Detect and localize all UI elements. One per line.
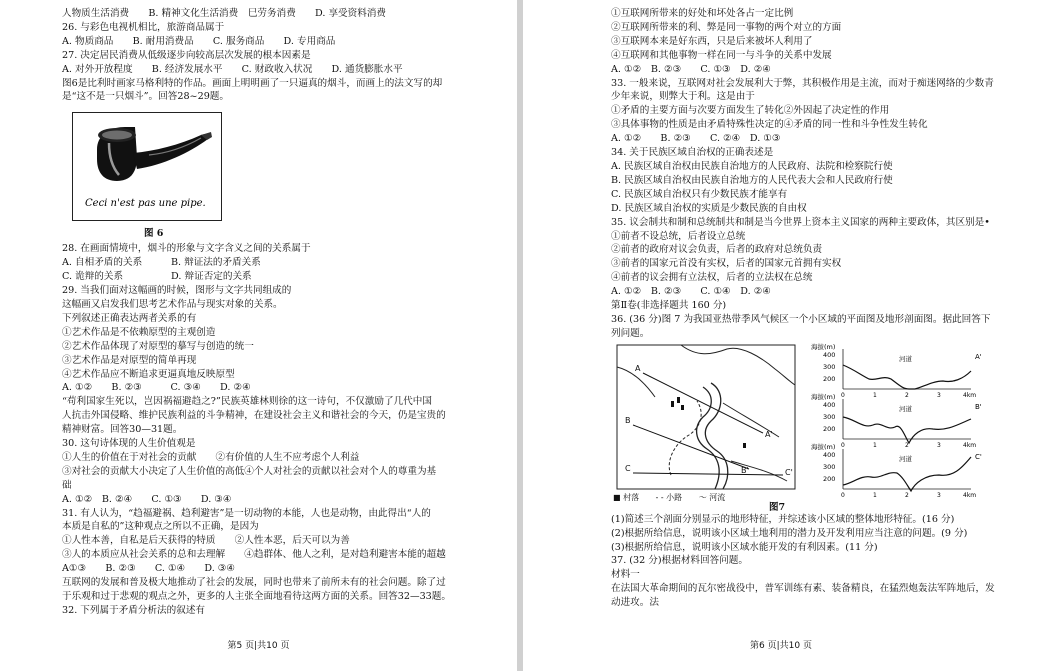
text-line: ①艺术作品是不依赖原型的主观创造 (62, 326, 216, 338)
profile-xtick: 3 (937, 441, 941, 449)
text-line: 29. 当我们面对这幅画的时候，图形与文字共同组成的 (62, 285, 292, 297)
text-line: A. 物质商品 B. 耐用消费品 C. 服务商品 D. 专用商品 (62, 35, 336, 47)
map-label-b-prime: B' (741, 465, 749, 475)
legend-river: ～ 河流 (698, 492, 726, 502)
text-line: ③具体事物的性质是由矛盾特殊性决定的④矛盾的同一性和斗争性发生转化 (611, 119, 928, 131)
profile-ylabel: 海拔(m) (811, 392, 836, 401)
text-line: ①人生的价值在于对社会的贡献 ②有价值的人生不应考虑个人利益 (62, 451, 360, 463)
text-line: 人物质生活消费 B. 精神文化生活消费 巳劳务消费 D. 享受资料消费 (62, 8, 387, 19)
profile-ytick: 200 (823, 374, 836, 383)
text-line: 34. 关于民族区域自治权的正确表述是 (611, 147, 774, 159)
text-line: ③前者的国家元首没有实权，后者的国家元首拥有实权 (611, 258, 842, 270)
figure-7-caption: 图7 (769, 501, 786, 513)
profile-xtick: 3 (937, 391, 941, 399)
text-line: 33. 一般来说，互联网对社会发展利大于弊，其积极作用是主流，而对于痴迷网络的少数青 (611, 77, 994, 89)
right-text-block-a (611, 7, 1009, 299)
map-label-c-prime: C' (785, 467, 793, 477)
text-line: 27. 决定居民消费从低级逐步向较高层次发展的根本因素是 (62, 49, 311, 61)
profile-xtick: 2 (905, 391, 909, 399)
text-line: A. 对外开放程度 B. 经济发展水平 C. 财政收入状况 D. 通货膨胀水平 (62, 63, 403, 75)
profile-ytick: 200 (823, 474, 836, 483)
text-line: 图6是比利时画家马格利特的作品。画面上明明画了一只逼真的烟斗，而画上的法文写的却 (62, 77, 443, 89)
text-line: ②艺术作品体现了对原型的摹写与创造的统一 (62, 340, 254, 352)
figure-7-map (617, 345, 795, 489)
profile-xtick: 1 (873, 441, 877, 449)
profile-xtick: 2 (905, 491, 909, 499)
text-line: A. ①② B. ②③ C. ③④ D. ②④ (62, 382, 251, 394)
profile-ylabel: 海拔(m) (811, 342, 836, 351)
map-label-a: A (635, 363, 641, 373)
page-6-column (611, 7, 1009, 610)
text-line: (3)根据所给信息，说明该小区域水能开发的有利因素。(11 分) (611, 541, 878, 553)
profile-end-label: C' (975, 452, 982, 461)
profile-ytick: 400 (823, 400, 836, 409)
text-line: ④艺术作品应不断追求更逼真地反映原型 (62, 368, 235, 380)
map-label-a-prime: A' (765, 429, 773, 439)
text-line: ①矛盾的主要方面与次要方面发生了转化②外因起了决定性的作用 (611, 105, 890, 117)
profile-ylabel: 海拔(m) (811, 442, 836, 451)
profile-xtick: 2 (905, 441, 909, 449)
text-line: 在法国大革命期间的瓦尔密战役中，普军训练有素、装备精良，在猛烈炮轰法军阵地后，发 (611, 583, 995, 595)
text-line: “苟利国家生死以，岂因祸福避趋之?”民族英雄林则徐的这一诗句，不仅激励了几代中国 (62, 396, 432, 408)
text-line: 32. 下列属于矛盾分析法的叙述有 (62, 604, 206, 616)
profile-ytick: 300 (823, 362, 836, 371)
profile-xtick: 0 (841, 391, 845, 399)
profile-xtick: 4km (963, 391, 977, 399)
profile-ytick: 400 (823, 350, 836, 359)
figure-6-frame (72, 112, 222, 221)
profile-xtick: 0 (841, 441, 845, 449)
figure-6-caption: 图 6 (144, 228, 164, 240)
section-heading: 第Ⅱ卷(非选择题共 160 分) (611, 300, 727, 312)
text-line: 28. 在画面情境中，烟斗的形象与文字含义之间的关系属于 (62, 243, 311, 255)
text-line: (2)根据所给信息，说明该小区域土地利用的潜力及开发利用应当注意的问题。(9 分) (611, 527, 968, 539)
text-line: ③艺术作品是对原型的简单再现 (62, 354, 197, 366)
text-line: ①前者不设总统，后者设立总统 (611, 230, 746, 242)
text-line: A. ①② B. ②④ C. ①③ D. ③④ (62, 493, 232, 505)
profile-ytick: 400 (823, 450, 836, 459)
text-line: ①互联网所带来的好处和坏处各占一定比例 (611, 8, 794, 19)
text-line: A. 自相矛盾的关系 B. 辩证法的矛盾关系 (62, 257, 261, 269)
text-line: A. 民族区域自治权由民族自治地方的人民政府、法院和检察院行使 (611, 160, 893, 172)
page-6-footer: 第6 页|共10 页 (750, 641, 812, 651)
page-5-footer: 第5 页|共10 页 (227, 641, 290, 651)
text-line: ③互联网本来是好东西，只是后来被坏人利用了 (611, 35, 813, 47)
text-line: C. 诡辩的关系 D. 辩证否定的关系 (62, 271, 252, 283)
text-line: ④互联网和其他事物一样在同一与斗争的关系中发展 (611, 49, 832, 61)
profile-ytick: 200 (823, 424, 836, 433)
profile-xtick: 3 (937, 491, 941, 499)
profile-xtick: 1 (873, 491, 877, 499)
figure-6 (72, 112, 222, 223)
text-line: A. ①② B. ②③ C. ②④ D. ①③ (611, 133, 781, 145)
text-line: A①③ B. ②③ C. ①④ D. ③④ (62, 563, 235, 575)
profile-ytick: 300 (823, 462, 836, 471)
text-line: 材料一 (611, 569, 640, 581)
profile-curve (843, 365, 971, 389)
text-line: 互联网的发展和普及极大地推动了社会的发展，同时也带来了前所未有的社会问题。除了过 (62, 577, 446, 589)
text-line: 是“这不是一只烟斗”。回答28~29题。 (62, 91, 229, 103)
text-line: 这幅画又启发我们思考艺术作品与现实对象的关系。 (62, 298, 283, 310)
legend-path: - - 小路 (655, 492, 683, 502)
pipe-illustration (73, 113, 221, 220)
profile-end-label: A' (975, 352, 982, 361)
text-line: 于乐观和过于悲观的观点之外，更多的人主张全面地看待这两方面的关系。回答32—33题。 (62, 591, 451, 602)
left-text-block-b (62, 242, 454, 617)
profile-river-label: 河道 (899, 354, 912, 363)
text-line: 36. (36 分)图 7 为我国亚热带季风气候区一个小区域的平面图及地形剖面图。据此回答下 (611, 313, 991, 325)
text-line: A. ①② B. ②③ C. ①③ D. ②④ (611, 63, 771, 75)
legend-village: ■ 村落 (613, 492, 640, 502)
text-line: B. 民族区域自治权由民族自治地方的人民代表大会和人民政府行使 (611, 174, 893, 186)
map-label-c: C (625, 463, 631, 473)
text-line: ②前者的政府对议会负责，后者的政府对总统负责 (611, 244, 823, 256)
text-line: 人抗击外国侵略、维护民族利益的斗争精神，在建设社会主义和谐社会的今天，仍是宝贵的 (62, 410, 446, 422)
left-text-block-a (62, 7, 454, 104)
profile-river-label: 河道 (899, 454, 912, 463)
profile-xtick: 4km (963, 441, 977, 449)
profile-xtick: 0 (841, 491, 845, 499)
page-5 (0, 0, 517, 671)
text-line: 少年来说，则弊大于利。这是由于 (611, 91, 755, 103)
right-text-block-c (611, 513, 1009, 610)
text-line: 35. 议会制共和制和总统制共和制是当今世界上资本主义国家的两种主要政体，其区别是• (611, 216, 990, 228)
text-line: 础 (62, 479, 72, 491)
text-line: 本质是自私的”这种观点之所以不正确，是因为 (62, 521, 259, 533)
text-line: ①人性本善，自私是后天获得的特质 ②人性本恶，后天可以为善 (62, 535, 350, 547)
page-5-column (62, 7, 454, 618)
page-6 (523, 0, 1039, 671)
text-line: (1)简述三个剖面分别显示的地形特征，并综述该小区域的整体地形特征。(16 分) (611, 513, 955, 525)
text-line: ②互联网所带来的利、弊是同一事物的两个对立的方面 (611, 21, 842, 33)
text-line: ③人的本质应从社会关系的总和去理解 ④趋群体、他人之利，是对趋利避害本能的超越 (62, 549, 446, 561)
figure-7-profiles (811, 342, 982, 499)
text-line: 31. 有人认为，“趋福避祸、趋利避害”是一切动物的本能，人也是动物，由此得出“人的 (62, 507, 431, 519)
profile-ytick: 300 (823, 412, 836, 421)
profile-xtick: 1 (873, 391, 877, 399)
text-line: 动进攻。法 (611, 597, 659, 609)
text-line: 下列叙述正确表达两者关系的有 (62, 312, 197, 324)
figure-7 (611, 343, 1009, 513)
text-line: C. 民族区域自治权只有少数民族才能享有 (611, 188, 788, 200)
text-line: ③对社会的贡献大小决定了人生价值的高低④个人对社会的贡献以社会对个人的尊重为基 (62, 465, 437, 477)
text-line: 列问题。 (611, 327, 650, 339)
figure-6-handwriting: Ceci n'est pas une pipe. (85, 198, 206, 210)
map-label-b: B (625, 415, 631, 425)
text-line: D. 民族区域自治权的实质是少数民族的自由权 (611, 202, 807, 214)
right-text-block-b (611, 313, 1009, 341)
text-line: 精神财富。回答30—31题。 (62, 424, 183, 436)
profile-river-label: 河道 (899, 404, 912, 413)
profile-xtick: 4km (963, 491, 977, 499)
text-line: 30. 这句诗体现的人生价值观是 (62, 438, 196, 450)
text-line: 37. (32 分)根据材料回答问题。 (611, 555, 748, 567)
text-line: 26. 与彩色电视机相比，旅游商品属于 (62, 21, 225, 33)
profile-end-label: B' (975, 402, 982, 411)
text-line: A. ①② B. ②③ C. ①④ D. ②④ (611, 286, 771, 298)
figure-7-legend (613, 491, 739, 505)
text-line: ④前者的议会拥有立法权，后者的立法权在总统 (611, 272, 813, 284)
